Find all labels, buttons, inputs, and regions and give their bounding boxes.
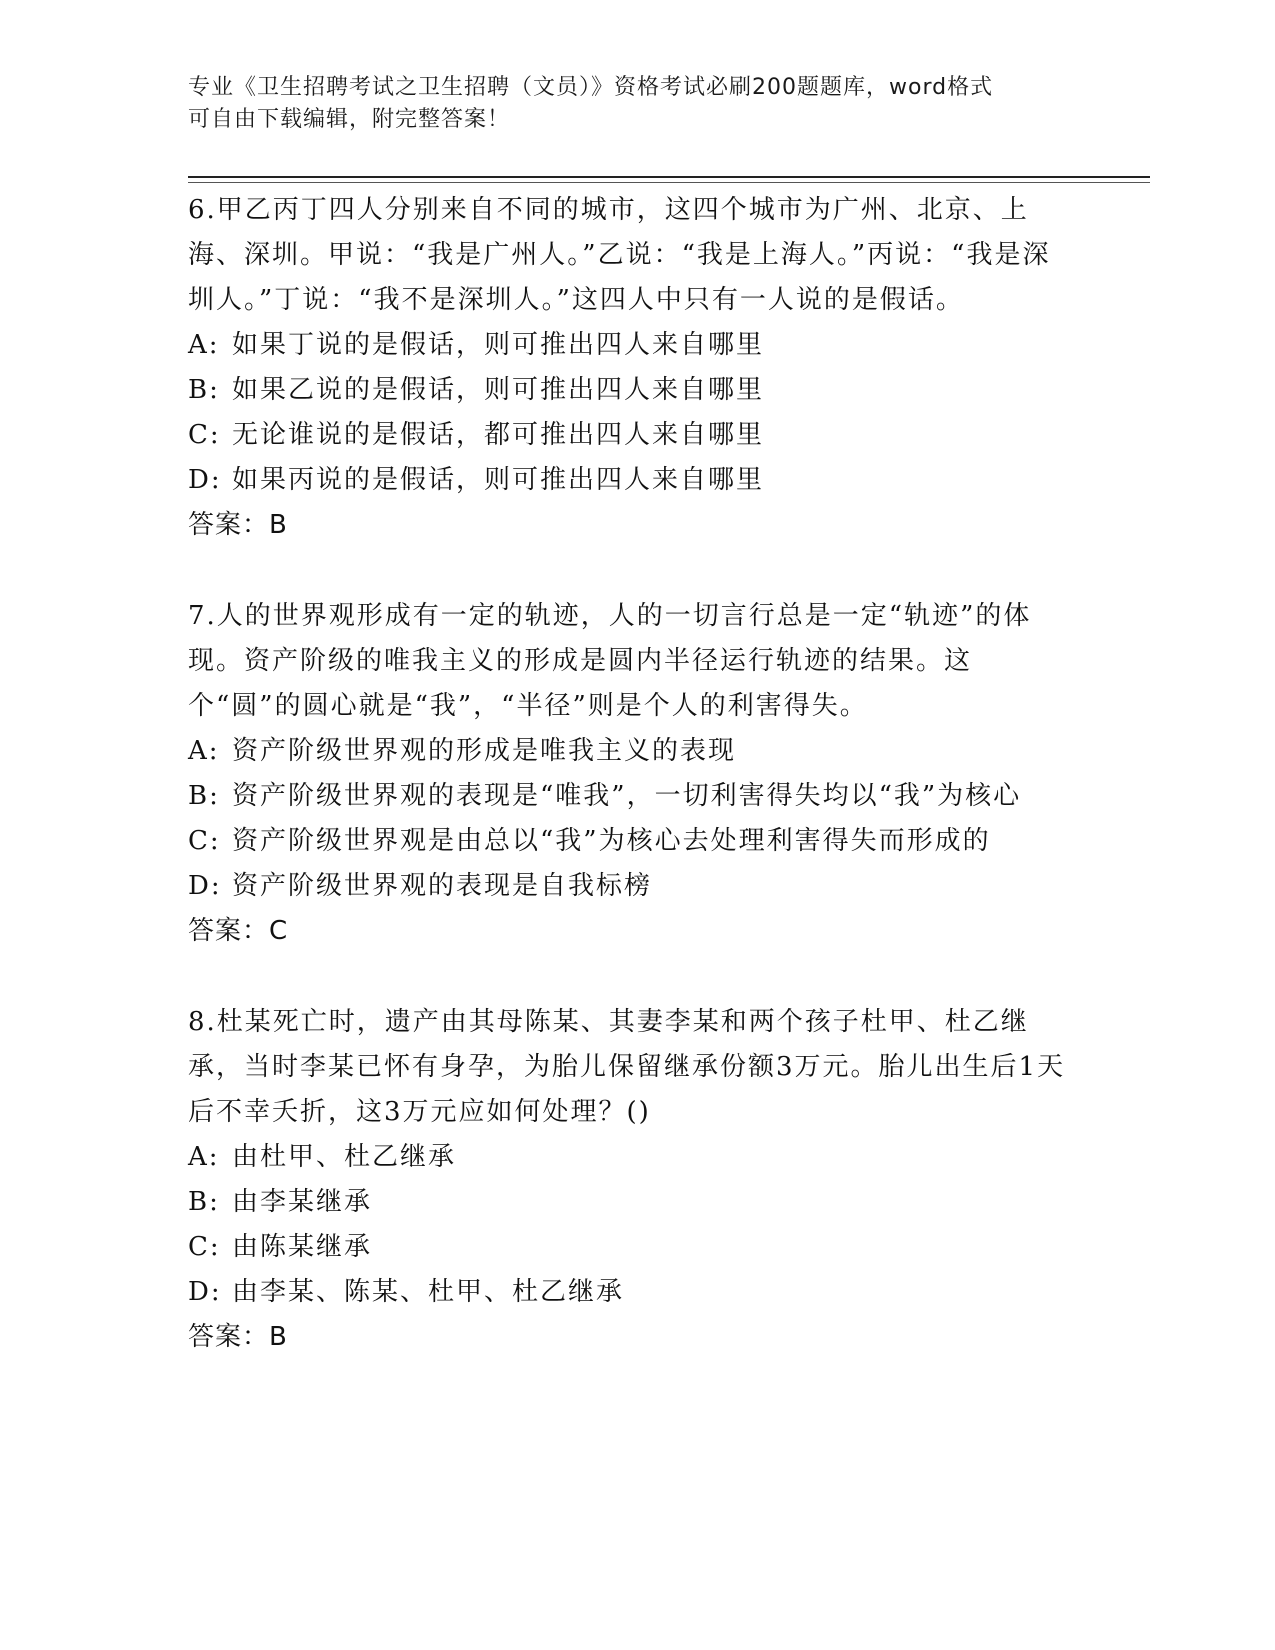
option-text: 由陈某继承 [232,1232,373,1262]
header-divider-thick [188,176,1150,178]
option-letter: C: [188,826,221,856]
question-stem: 8.杜某死亡时，遗产由其母陈某、其妻李某和两个孩子杜甲、杜乙继承，当时李某已怀有身孕，为胎儿保留继承份额3万元。胎儿出生后1天后不幸夭折，这3万元应如何处理？() [188,1007,1066,1127]
option-text: 资产阶级世界观的形成是唯我主义的表现 [232,736,737,766]
option-c [188,413,1068,458]
option-d [188,864,1068,909]
option-c [188,819,1068,864]
option-letter: B: [188,375,220,405]
option-text: 资产阶级世界观是由总以“我”为核心去处理利害得失而形成的 [232,826,991,856]
option-text: 资产阶级世界观的表现是自我标榜 [232,871,653,901]
question-stem: 6.甲乙丙丁四人分别来自不同的城市，这四个城市为广州、北京、上海、深圳。甲说：“我是广州人。”乙说：“我是上海人。”丙说：“我是深圳人。”丁说：“我不是深圳人。”这四人中只有一人说的是假话。 [188,195,1051,315]
option-text: 如果乙说的是假话，则可推出四人来自哪里 [232,375,765,405]
question-list [188,188,1068,1406]
option-text: 如果丙说的是假话，则可推出四人来自哪里 [232,465,765,495]
option-a [188,729,1068,774]
option-text: 如果丁说的是假话，则可推出四人来自哪里 [232,330,765,360]
header-line-2: 可自由下载编辑，附完整答案！ [188,107,511,132]
option-letter: B: [188,781,220,811]
option-d [188,458,1068,503]
question-6 [188,188,1068,548]
question-stem: 7.人的世界观形成有一定的轨迹，人的一切言行总是一定“轨迹”的体现。资产阶级的唯我主义的形成是圆内半径运行轨迹的结果。这个“圆”的圆心就是“我”，“半径”则是个人的利害得失。 [188,601,1032,721]
option-letter: A: [188,736,220,766]
option-c [188,1225,1068,1270]
option-text: 资产阶级世界观的表现是“唯我”，一切利害得失均以“我”为核心 [232,781,1022,811]
option-letter: B: [188,1187,220,1217]
document-header [188,72,1088,136]
option-b [188,1180,1068,1225]
header-divider-thin [188,182,1150,183]
option-text: 由杜甲、杜乙继承 [232,1142,457,1172]
answer-line: 答案：B [188,510,288,540]
question-8 [188,1000,1068,1360]
option-d [188,1270,1068,1315]
option-b [188,774,1068,819]
option-letter: C: [188,420,221,450]
option-letter: A: [188,1142,220,1172]
option-text: 由李某继承 [232,1187,373,1217]
header-line-1: 专业《卫生招聘考试之卫生招聘（文员）》资格考试必刷200题题库，word格式 [188,75,994,100]
option-letter: C: [188,1232,221,1262]
option-a [188,323,1068,368]
option-letter: D: [188,465,222,495]
option-letter: A: [188,330,220,360]
option-a [188,1135,1068,1180]
question-7 [188,594,1068,954]
option-text: 由李某、陈某、杜甲、杜乙继承 [232,1277,625,1307]
option-text: 无论谁说的是假话，都可推出四人来自哪里 [232,420,765,450]
option-letter: D: [188,871,222,901]
option-letter: D: [188,1277,222,1307]
answer-line: 答案：C [188,916,289,946]
option-b [188,368,1068,413]
answer-line: 答案：B [188,1322,288,1352]
